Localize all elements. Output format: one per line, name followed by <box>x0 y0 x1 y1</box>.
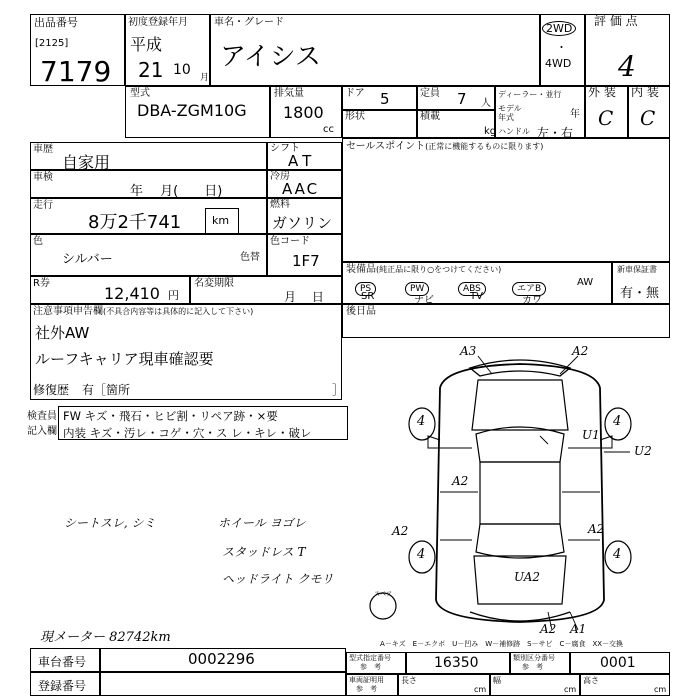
tax-label: R券 <box>33 278 50 289</box>
category-ref: 参 考 <box>522 663 543 671</box>
load-unit: kg <box>484 126 497 137</box>
mark-u2-side: U2 <box>634 444 652 458</box>
new-car-cert-value: 有・無 <box>620 286 660 301</box>
fuel-value: ガソリン <box>272 214 333 232</box>
spare-label: スペア <box>374 591 393 598</box>
car-name: アイシス <box>220 42 321 72</box>
type-approval-label: 型式指定番号 <box>349 654 391 662</box>
hw-note-seat: シートスレ, シミ <box>64 516 156 530</box>
lot-sub-number: [2125] <box>35 38 69 49</box>
type-approval-number: 16350 <box>434 655 479 671</box>
mark-4-rr: 4 <box>613 547 622 562</box>
mark-4-fr: 4 <box>613 414 622 429</box>
name-change-value: 月 日 <box>284 290 324 304</box>
sales-point-note: (正常に機能するものに限ります) <box>425 142 544 151</box>
color-code-value: 1F7 <box>292 252 320 270</box>
capacity-label: 定員 <box>420 88 440 99</box>
roof <box>480 462 560 524</box>
equip-leather: カワ <box>522 295 542 306</box>
color-code-label: 色コード <box>270 236 310 247</box>
repair-value: 有［箇所 <box>82 383 131 397</box>
width-label: 幅 <box>493 676 501 685</box>
mark-a2-rear: A2 <box>540 622 557 636</box>
tax-value: 12,410 <box>104 284 160 303</box>
lot-number: 7179 <box>40 55 112 88</box>
hood <box>472 380 568 430</box>
new-car-cert-label: 新車保証書 <box>617 265 657 274</box>
length-label: 長さ <box>401 676 417 685</box>
mark-a3-front: A3 <box>460 344 477 358</box>
notes-title: 注意事項申告欄 <box>33 306 103 317</box>
interior-label: 内 装 <box>631 85 659 99</box>
displacement-value: 1800 <box>283 103 324 122</box>
color-label: 色 <box>33 236 43 247</box>
mark-a1-rear: A1 <box>570 622 587 636</box>
model-label: 型式 <box>130 88 150 99</box>
model-code: DBA-ZGM10G <box>137 101 247 120</box>
equipment-note: (純正品に限り○をつけてください) <box>376 265 502 274</box>
notes-note: (不具合内容等は具体的に記入して下さい) <box>103 307 254 316</box>
tax-unit: 円 <box>168 289 179 302</box>
equip-ps: PS <box>355 276 376 296</box>
height-label: 高さ <box>583 676 599 685</box>
doors-value: 5 <box>380 90 390 108</box>
equip-airbag: エアB <box>512 276 546 296</box>
displacement-label: 排気量 <box>274 88 304 99</box>
inspection-value: 年 月( 日) <box>130 184 223 199</box>
chassis-number: 0002296 <box>188 650 255 668</box>
fuel-label: 燃料 <box>270 199 290 210</box>
first-reg-label: 初度登録年月 <box>128 17 188 28</box>
shift-label: シフト <box>270 143 300 154</box>
notes-line2: ルーフキャリア現車確認要 <box>35 350 214 368</box>
mark-ua2: UA2 <box>514 570 541 584</box>
front-bumper <box>470 360 570 376</box>
category-number: 0001 <box>600 655 636 671</box>
handle-value: 左・右 <box>537 126 574 140</box>
score-label: 評 価 点 <box>594 14 638 28</box>
cert-ref: 参 考 <box>356 685 377 693</box>
usage-value: 自家用 <box>62 153 111 172</box>
mark-a2-rear-left: A2 <box>392 524 409 538</box>
equipment-title: 装備品 <box>346 264 376 275</box>
repair-label: 修復歴 <box>33 383 70 397</box>
model-year-unit: 年 <box>570 109 580 120</box>
mark-4-fl: 4 <box>417 414 426 429</box>
lot-number-label: 出品番号 <box>34 16 78 29</box>
equip-sr: SR <box>361 291 375 302</box>
shape-label: 形状 <box>345 111 365 122</box>
reg-month-unit: 月 <box>200 73 210 83</box>
load-label: 積載 <box>420 111 440 122</box>
interior-grade: C <box>640 106 656 130</box>
mileage-unit: km <box>212 214 230 227</box>
equip-pw: PW <box>405 276 429 296</box>
reg-label: 登録番号 <box>38 679 87 693</box>
hw-note-studless: スタッドレス T <box>222 545 306 559</box>
equip-navi: ナビ <box>414 295 434 306</box>
score-value: 4 <box>618 50 636 83</box>
mileage-value: 8万2千741 <box>88 212 182 233</box>
hw-note-headlight: ヘッドライト クモリ <box>222 572 334 586</box>
inspector-label-2: 記入欄 <box>27 426 57 437</box>
mark-a2-right: A2 <box>588 522 605 536</box>
mileage-label: 走行 <box>33 200 53 211</box>
capacity-unit: 人 <box>481 98 491 109</box>
ac-label: 冷房 <box>270 171 290 182</box>
equip-tv: TV <box>470 291 483 302</box>
name-change-label: 名変期限 <box>194 278 234 289</box>
rear-window <box>476 524 564 558</box>
length-unit: cm <box>474 685 487 694</box>
hw-note-wheel: ホイール ヨゴレ <box>218 516 306 530</box>
ac-value: AAC <box>282 180 320 198</box>
damage-legend: A－キズ E－エクボ U－凹み W－補修跡 S－サビ C－腐食 XX－交換 <box>380 640 624 648</box>
cert-label: 車両証明用 <box>349 676 384 684</box>
shift-value: AT <box>288 152 317 170</box>
color-change-label: 色替 <box>240 252 260 263</box>
category-label: 類別区分番号 <box>513 654 555 662</box>
repair-close: ］ <box>332 383 345 397</box>
notes-line1: 社外AW <box>35 324 90 342</box>
car-name-label: 車名・グレード <box>214 17 284 28</box>
capacity-value: 7 <box>457 90 467 108</box>
reg-month: 10 <box>173 62 191 78</box>
era-text: 平成 <box>130 35 163 54</box>
color-value: シルバー <box>62 252 113 267</box>
mark-a2-left: A2 <box>452 474 469 488</box>
drive-dot: ・ <box>556 41 567 54</box>
reg-value-cell <box>100 672 346 696</box>
displacement-unit: cc <box>323 124 334 135</box>
inspector-label-1: 検査員 <box>27 411 57 422</box>
exterior-label: 外 装 <box>588 85 616 99</box>
equip-aw: AW <box>577 277 594 288</box>
inspector-row-interior: 内装 キズ・汚レ・コゲ・穴・ス レ・キレ・破レ <box>63 426 312 440</box>
width-unit: cm <box>564 685 577 694</box>
doors-label: ドア <box>345 88 365 99</box>
windshield <box>476 427 564 462</box>
equip-abs: ABS <box>458 276 486 296</box>
drive-2wd: 2WD <box>542 21 576 36</box>
mark-4-rl: 4 <box>417 547 426 562</box>
exterior-grade: C <box>598 106 614 130</box>
usage-label: 車歴 <box>33 144 53 155</box>
dealer-label: ディーラー・並行 <box>498 90 562 99</box>
height-unit: cm <box>654 685 667 694</box>
sales-point-title: セールスポイント <box>346 141 426 152</box>
hw-odometer: 現メーター 82742km <box>40 630 171 645</box>
mark-u1: U1 <box>582 428 600 442</box>
handle-label: ハンドル <box>498 127 530 136</box>
drive-4wd: 4WD <box>545 57 572 70</box>
inspector-row-exterior: FW キズ・飛石・ヒビ割・リペア跡・×要 <box>63 409 278 423</box>
aftermarket-label: 後日品 <box>346 306 376 317</box>
model-year-label: モデル年式 <box>498 104 522 122</box>
type-approval-ref: 参 考 <box>360 663 381 671</box>
chassis-label: 車台番号 <box>38 655 87 669</box>
reg-year: 21 <box>138 58 164 82</box>
mark-a2-front: A2 <box>572 344 589 358</box>
inspection-label: 車検 <box>33 172 53 183</box>
